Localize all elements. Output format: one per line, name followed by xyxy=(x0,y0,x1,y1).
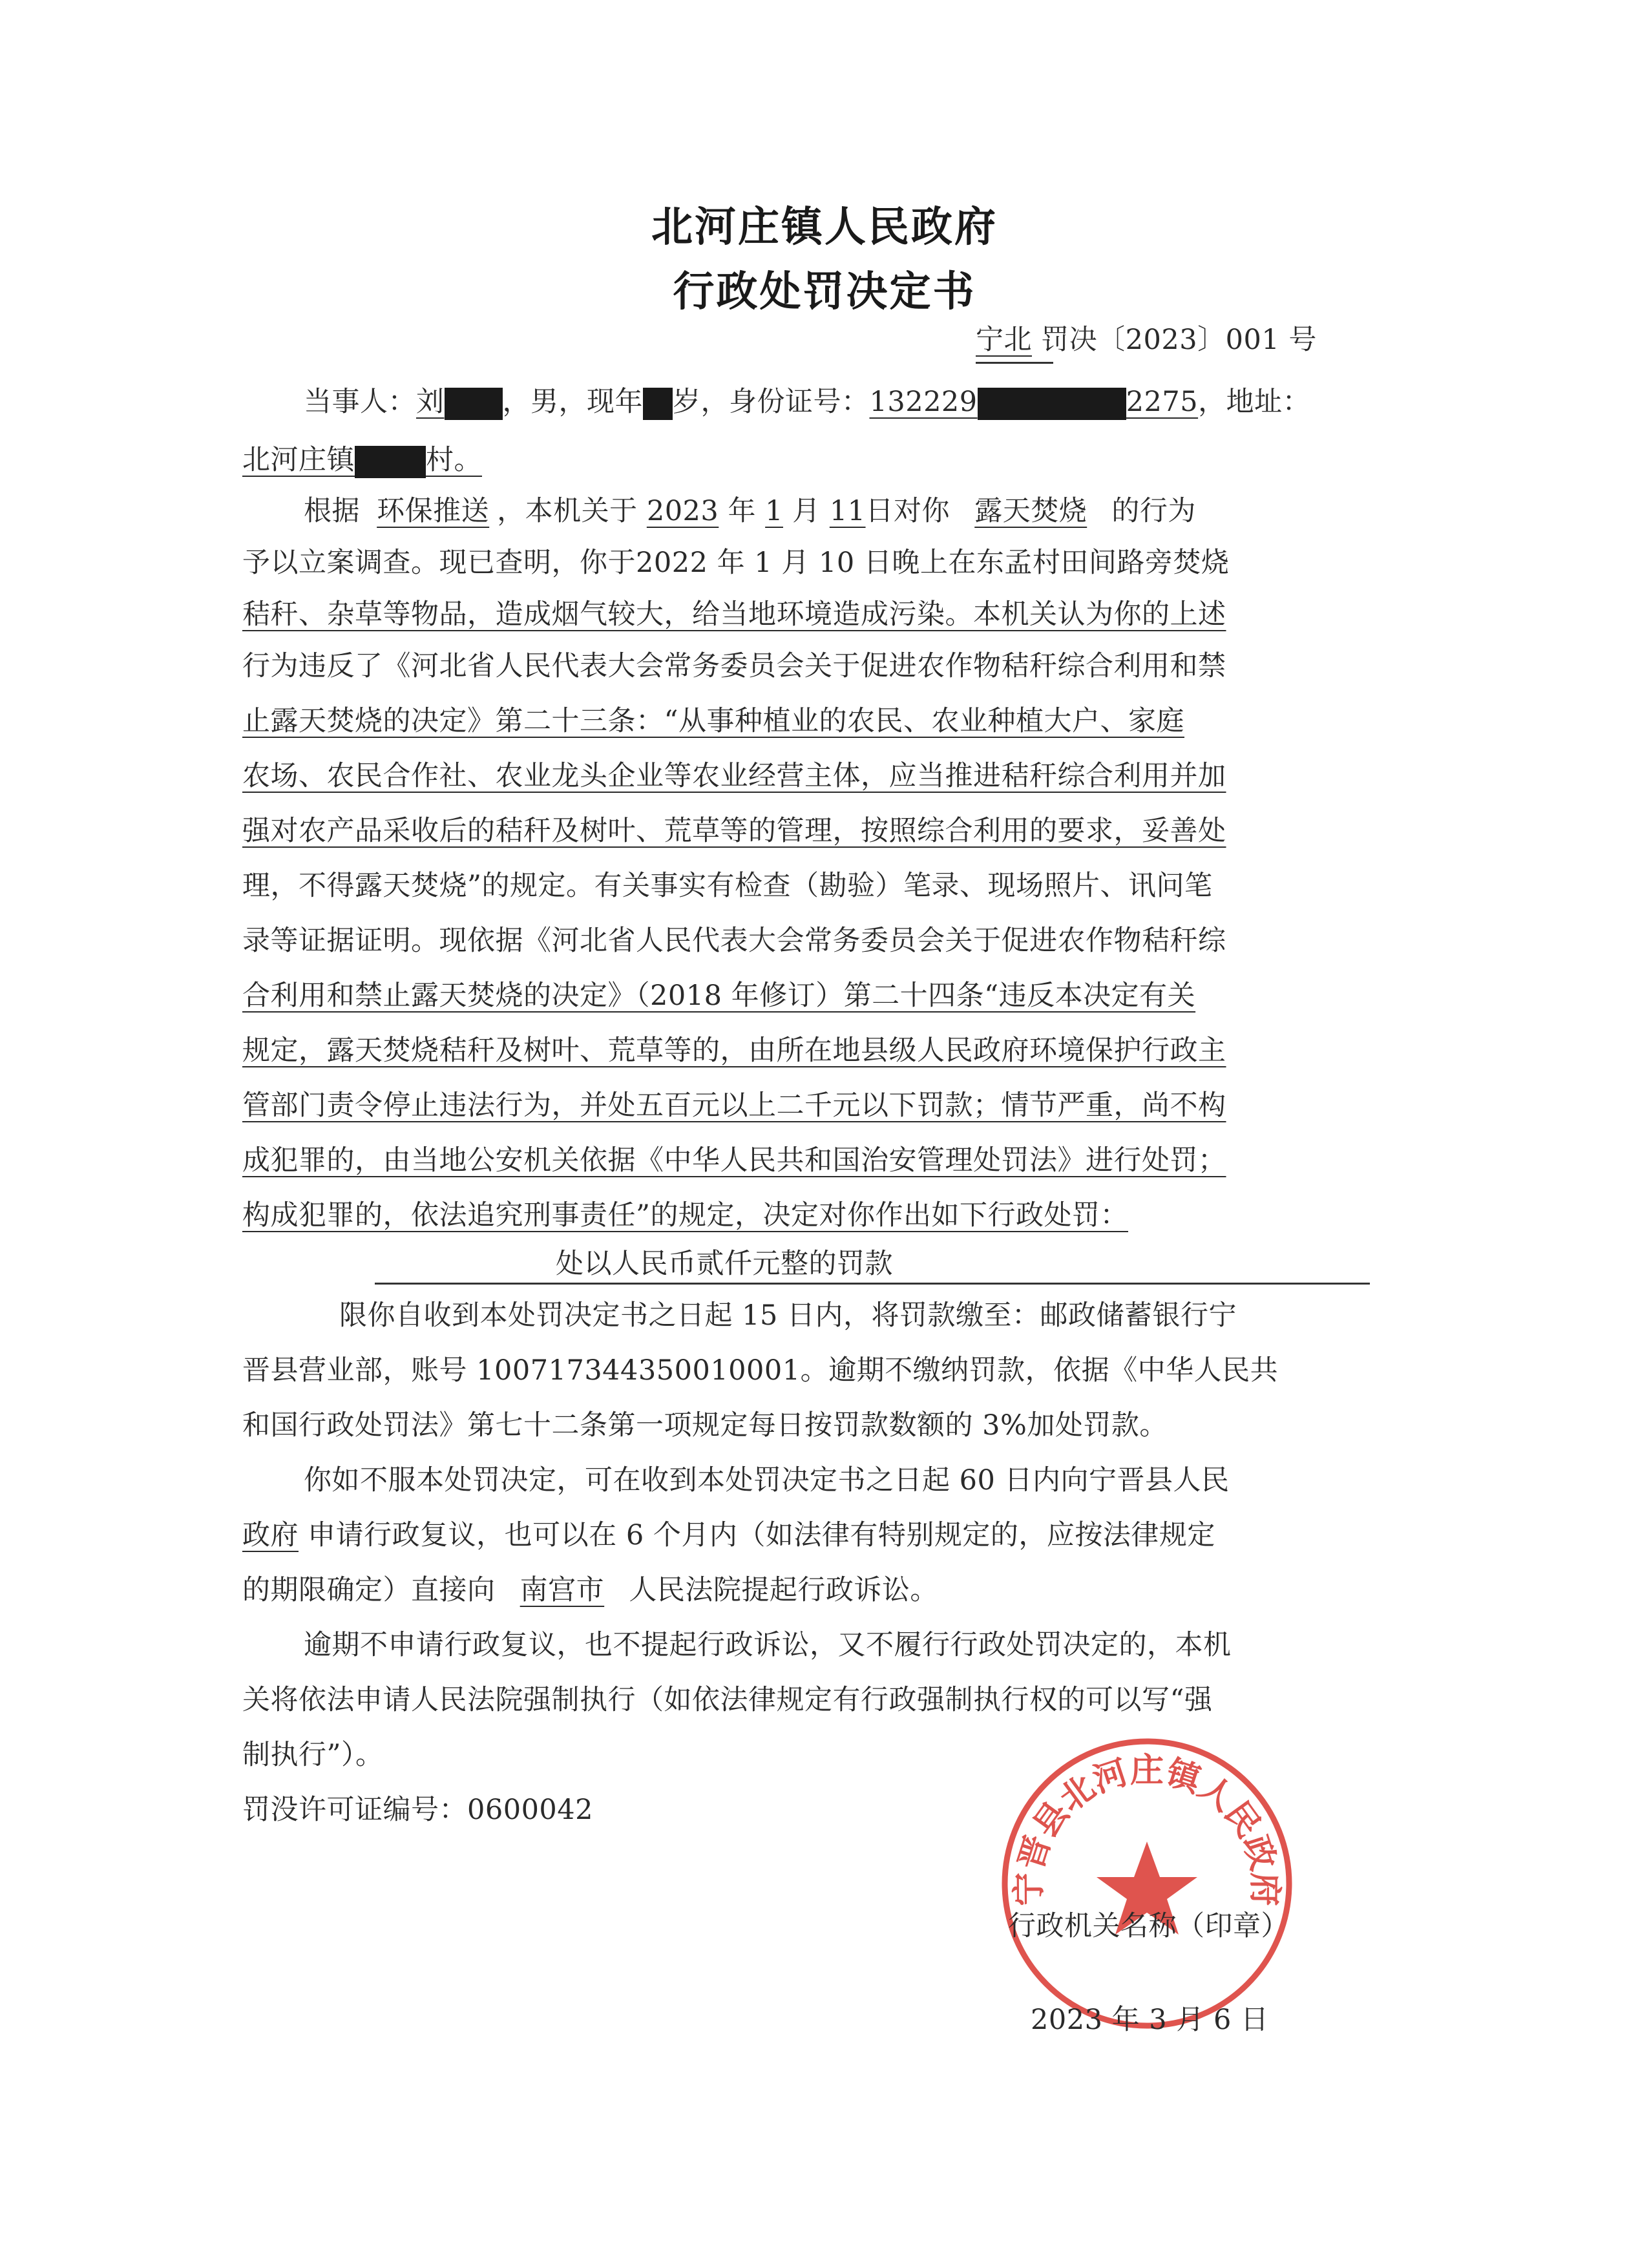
para1-line: 秸秆、杂草等物品，造成烟气较大，给当地环境造成污染。本机关认为你的上述 xyxy=(242,598,1226,631)
redaction-block xyxy=(445,388,503,420)
party-label: 当事人： xyxy=(304,386,416,418)
text-run: 人民法院提起行政诉讼。 xyxy=(629,1574,938,1606)
para1-line: 行为违反了《河北省人民代表大会常务委员会关于促进农作物秸秆综合利用和禁 xyxy=(242,650,1226,682)
para3-line xyxy=(242,1574,938,1606)
court-city: 南宫市 xyxy=(520,1574,605,1606)
party-id-tail: 2275 xyxy=(1126,386,1199,418)
basis-source: 环保推送 xyxy=(377,495,490,527)
para1-line: 构成犯罪的，依法追究刑事责任”的规定，决定对你作出如下行政处罚： xyxy=(242,1199,1128,1232)
para3-line: 你如不服本处罚决定，可在收到本处罚决定书之日起 60 日内向宁晋县人民 xyxy=(304,1464,1230,1496)
para1-line: 合利用和禁止露天焚烧的决定》（2018 年修订）第二十四条“违反本决定有关 xyxy=(242,980,1196,1012)
party-name: 刘 xyxy=(416,386,445,418)
para1-line: 成犯罪的，由当地公安机关依据《中华人民共和国治安管理处罚法》进行处罚； xyxy=(242,1144,1226,1177)
case-day: 11 xyxy=(829,495,866,527)
redaction-block xyxy=(355,446,426,478)
penalty-decision: 处以人民币贰仟元整的罚款 xyxy=(556,1248,893,1280)
party-line xyxy=(304,388,1310,420)
para1-line: 止露天焚烧的决定》第二十三条：“从事种植业的农民、农业种植大户、家庭 xyxy=(242,705,1184,737)
para2-line: 和国行政处罚法》第七十二条第一项规定每日按罚款数额的 3%加处罚款。 xyxy=(242,1409,1168,1442)
doc-number-rest: 罚决〔2023〕001 号 xyxy=(1041,324,1317,356)
doc-number-underline xyxy=(976,362,1053,364)
para1-line1 xyxy=(304,495,1196,527)
violation-type: 露天焚烧 xyxy=(974,495,1087,527)
party-gender: ，男，现年 xyxy=(502,386,643,418)
para4-line: 关将依法申请人民法院强制执行（如依法律规定有行政强制执行权的可以写“强 xyxy=(242,1684,1213,1716)
official-seal xyxy=(995,1732,1299,2035)
redaction-block xyxy=(978,388,1126,420)
address-tail: 村。 xyxy=(426,444,482,476)
para1-line: 理，不得露天焚烧”的规定。有关事实有检查（勘验）笔录、现场照片、讯问笔 xyxy=(242,870,1213,902)
party-address-label: ，地址： xyxy=(1198,386,1311,418)
para2-line: 晋县营业部，账号 100717344350010001。逾期不缴纳罚款，依据《中华人民共 xyxy=(242,1354,1279,1387)
party-id-head: 132229 xyxy=(869,386,978,418)
party-age-suffix: 岁，身份证号： xyxy=(673,386,870,418)
text-run: 年 xyxy=(728,495,756,527)
decision-date: 2023 年 3 月 6 日 xyxy=(1031,2004,1269,2036)
doc-number xyxy=(976,326,1317,354)
license-number: 罚没许可证编号：0600042 xyxy=(242,1794,594,1826)
para2-line: 限你自收到本处罚决定书之日起 15 日内，将罚款缴至：邮政储蓄银行宁 xyxy=(339,1299,1237,1332)
para1-line: 规定，露天焚烧秸秆及树叶、荒草等的，由所在地县级人民政府环境保护行政主 xyxy=(242,1034,1226,1067)
seal-text: 宁晋县北河庄镇人民政府 xyxy=(1009,1751,1285,1907)
doc-number-prefix: 宁北 xyxy=(976,324,1032,356)
text-run: 的行为 xyxy=(1111,495,1196,527)
redaction-block xyxy=(643,388,673,420)
text-run: ，本机关于 xyxy=(497,495,638,527)
text-run: 月 xyxy=(792,495,821,527)
para1-line: 管部门责令停止违法行为，并处五百元以上二千元以下罚款；情节严重，尚不构 xyxy=(242,1089,1226,1122)
case-month: 1 xyxy=(765,495,783,527)
para1-line: 强对农产品采收后的秸秆及树叶、荒草等的管理，按照综合利用的要求，妥善处 xyxy=(242,815,1226,847)
text-run: 申请行政复议，也可以在 6 个月内（如法律有特别规定的，应按法律规定 xyxy=(308,1519,1215,1551)
case-year: 2023 xyxy=(646,495,719,527)
review-agency-tail: 政府 xyxy=(242,1519,299,1551)
penalty-underline xyxy=(375,1283,1370,1285)
para4-line: 制执行”）。 xyxy=(242,1739,384,1771)
text-run: 的期限确定）直接向 xyxy=(242,1574,496,1606)
text-run: 根据 xyxy=(304,495,360,527)
para3-line xyxy=(242,1519,1215,1551)
text-run: 日对你 xyxy=(865,495,951,527)
para4-line: 逾期不申请行政复议，也不提起行政诉讼，又不履行行政处罚决定的，本机 xyxy=(304,1629,1232,1661)
address-head: 北河庄镇 xyxy=(242,444,355,476)
doc-title: 行政处罚决定书 xyxy=(673,268,976,316)
party-address xyxy=(242,446,482,478)
agency-seal-label: 行政机关名称（印章） xyxy=(1008,1910,1289,1942)
para1-line: 录等证据证明。现依据《河北省人民代表大会常务委员会关于促进农作物秸秆综 xyxy=(242,925,1226,957)
para1-line: 予以立案调查。现已查明，你于2022 年 1 月 10 日晚上在东孟村田间路旁焚烧 xyxy=(242,547,1230,579)
org-title: 北河庄镇人民政府 xyxy=(651,204,998,251)
para1-line: 农场、农民合作社、农业龙头企业等农业经营主体，应当推进秸秆综合利用并加 xyxy=(242,760,1226,792)
